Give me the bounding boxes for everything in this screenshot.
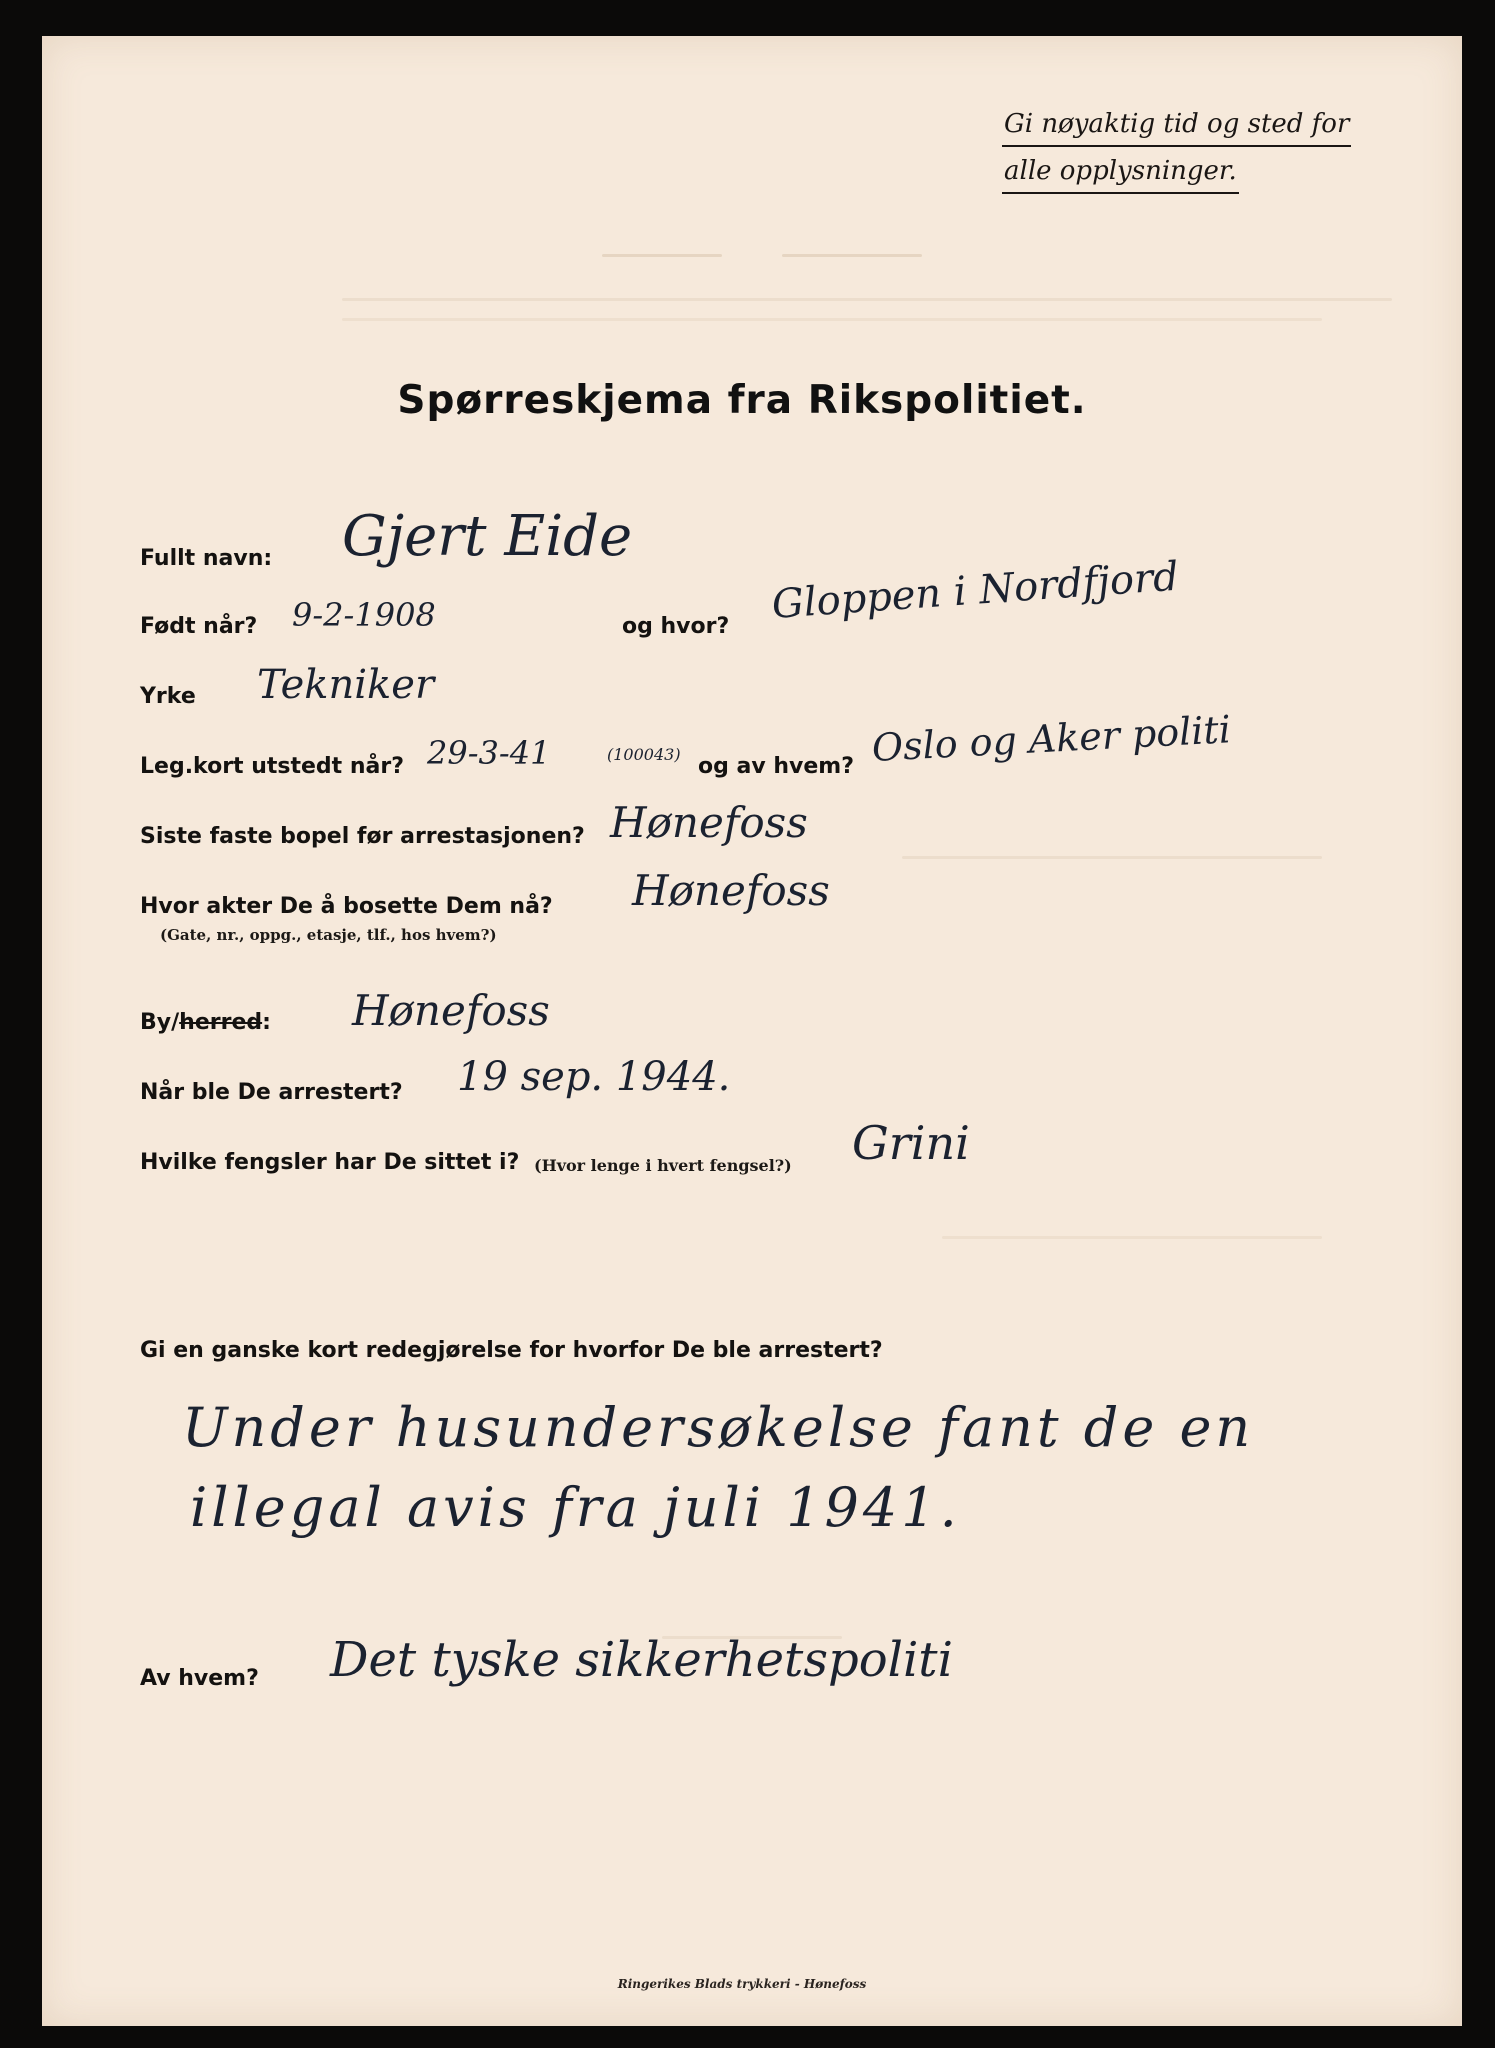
show-through-mark <box>902 856 1322 859</box>
city-label-herred-struck: herred <box>179 1010 263 1035</box>
settle-value: Hønefoss <box>632 866 830 915</box>
form-sheet <box>42 36 1462 2026</box>
instruction-line-2: alle opplysninger. <box>1002 151 1239 194</box>
city-label-colon: : <box>262 1010 271 1035</box>
name-label: Fullt navn: <box>140 546 273 571</box>
show-through-mark <box>942 1236 1322 1239</box>
prisons-sublabel: (Hvor lenge i hvert fengsel?) <box>534 1156 792 1175</box>
id-card-by-label: og av hvem? <box>698 754 854 779</box>
by-whom-label: Av hvem? <box>140 1666 259 1691</box>
prisons-value: Grini <box>852 1116 970 1170</box>
born-where-value: Gloppen i Nordfjord <box>770 553 1181 628</box>
arrested-when-value: 19 sep. 1944. <box>457 1054 731 1100</box>
settle-label: Hvor akter De å bosette Dem nå? <box>140 894 553 919</box>
show-through-mark <box>782 254 922 257</box>
occupation-value: Tekniker <box>257 662 435 708</box>
arrested-when-label: Når ble De arrestert? <box>140 1080 403 1105</box>
reason-line-2: illegal avis fra juli 1941. <box>190 1476 961 1539</box>
form-title: Spørreskjema fra Rikspolitiet. <box>397 378 1087 423</box>
born-when-value: 9-2-1908 <box>292 596 436 634</box>
id-card-when-value: 29-3-41 <box>427 734 551 772</box>
born-where-label: og hvor? <box>622 614 730 639</box>
occupation-label: Yrke <box>140 684 196 709</box>
reason-label: Gi en ganske kort redegjørelse for hvorfor De ble arrestert? <box>140 1338 883 1363</box>
show-through-mark <box>342 298 1392 301</box>
born-when-label: Født når? <box>140 614 258 639</box>
show-through-mark <box>602 254 722 257</box>
instruction-line-1: Gi nøyaktig tid og sted for <box>1002 104 1351 147</box>
prisons-label: Hvilke fengsler har De sittet i? <box>140 1150 520 1175</box>
reason-line-1: Under husundersøkelse fant de en <box>182 1396 1255 1459</box>
printer-footer: Ringerikes Blads trykkeri - Hønefoss <box>617 1977 867 1991</box>
by-whom-value: Det tyske sikkerhetspoliti <box>330 1632 953 1688</box>
id-card-number: (100043) <box>607 745 681 764</box>
show-through-mark <box>342 318 1322 321</box>
city-label <box>140 1010 271 1035</box>
last-address-value: Hønefoss <box>610 798 808 847</box>
id-card-by-value: Oslo og Aker politi <box>870 707 1232 770</box>
city-value: Hønefoss <box>352 986 550 1035</box>
name-value: Gjert Eide <box>342 504 633 569</box>
settle-sublabel: (Gate, nr., oppg., etasje, tlf., hos hvem?) <box>160 926 497 944</box>
last-address-label: Siste faste bopel før arrestasjonen? <box>140 824 585 849</box>
id-card-when-label: Leg.kort utstedt når? <box>140 754 404 779</box>
instruction-note <box>1002 104 1351 194</box>
city-label-by: By/ <box>140 1010 180 1035</box>
